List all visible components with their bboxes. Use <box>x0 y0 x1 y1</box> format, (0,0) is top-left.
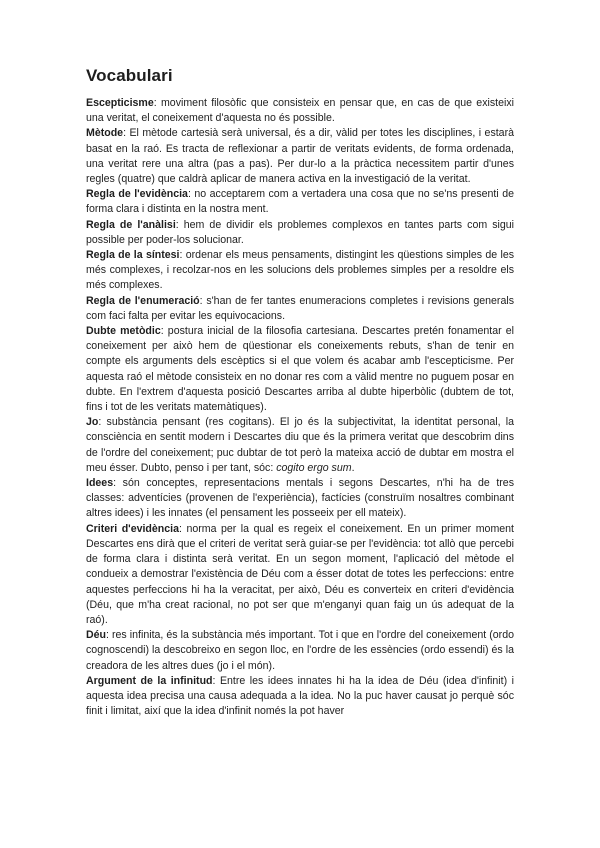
entry-term: Regla de la síntesi <box>86 249 180 262</box>
entry-dubte-metodic <box>86 324 514 415</box>
entry-term: Regla de l'anàlisi <box>86 218 176 231</box>
entry-definition: : no acceptarem com a vertadera una cosa que no se'ns presenti de forma clara i distinta en la nostra ment. <box>86 188 514 216</box>
entry-deu <box>86 628 514 674</box>
entry-metode <box>86 126 514 187</box>
entry-definition: : s'han de fer tantes enumeracions completes i revisions generals com faci falta per evitar les equivocacions. <box>86 294 514 322</box>
entry-term: Idees <box>86 477 114 490</box>
entry-term: Argument de la infinitud <box>86 674 213 687</box>
entry-emphasis: cogito ergo sum <box>276 461 352 474</box>
entry-escepticisme <box>86 96 514 126</box>
entry-term: Mètode <box>86 127 124 140</box>
entry-definition: : moviment filosòfic que consisteix en pensar que, en cas de que existeixi una veritat, el coneixement d'aquesta no és possible. <box>86 97 514 125</box>
entry-definition: : Entre les idees innates hi ha la idea de Déu (idea d'infinit) i aquesta idea precisa una causa adequada a la idea. No la puc haver causat jo perquè sóc finit i limitat, així que la idea d'infinit només la pot haver <box>86 674 514 718</box>
page-title: Vocabulari <box>86 66 173 85</box>
entry-term: Dubte metòdic <box>86 325 161 338</box>
entry-term: Regla de l'evidència <box>86 188 188 201</box>
entry-definition-end: . <box>351 461 355 474</box>
entry-criteri-evidencia <box>86 522 514 628</box>
entry-definition: : substància pensant (res cogitans). El jo és la subjectivitat, la identitat personal, la consciència en sentit modern i Descartes diu que és la primera veritat que descobrim dins de l'ordre del coneixement; puc dubtar de tot però la mateixa acció de dubtar em mostra el meu ésser. Dubto, penso i per tant, sóc: <box>86 416 514 474</box>
entry-definition: : postura inicial de la filosofia cartesiana. Descartes pretén fonamentar el coneixement per això hem de qüestionar els coneixements rebuts, s'han de tenir en compte els arguments dels escèptics si el que volem és acabar amb l'escepticisme. Per aquesta raó el mètode consisteix en no donar res com a vàlid mentre no puguem posar en dubte. En l'extrem d'aquesta posició Descartes arriba al dubte hiperbòlic (dubtem de tot, fins i tot de les veritats matemàtiques). <box>86 325 514 414</box>
entry-term: Jo <box>86 416 99 429</box>
entry-term: Regla de l'enumeració <box>86 294 200 307</box>
entry-definition: : El mètode cartesià serà universal, és a dir, vàlid per totes les disciplines, i estarà basat en la raó. Es tracta de reflexionar a partir de veritats evidents, de forma ordenada, una veritat rere una altra (pas a pas). Per dur-lo a la pràctica necessitem partir d'unes regles (quatre) que caldrà aplicar de manera activa en la investigació de la veritat. <box>86 127 514 186</box>
entry-term: Déu <box>86 629 107 642</box>
entry-definition: : res infinita, és la substància més important. Tot i que en l'ordre del coneixement (ordo cognoscendi) la descobreixo en segon lloc, en l'ordre de les essències (ordo essendi) és la creadora de les altres dues (jo i el món). <box>86 629 514 672</box>
vocabulary-list <box>86 96 514 719</box>
entry-regla-enumeracio <box>86 294 514 324</box>
entry-idees <box>86 476 514 522</box>
entry-argument-infinitud <box>86 674 514 720</box>
entry-regla-evidencia <box>86 187 514 217</box>
entry-definition: : ordenar els meus pensaments, distingint les qüestions simples de les més complexes, i recolzar-nos en les solucions dels problemes simples per a resoldre els més complexes. <box>86 249 515 292</box>
entry-term: Criteri d'evidència <box>86 522 179 535</box>
entry-regla-sintesi <box>86 248 514 294</box>
entry-regla-analisi <box>86 218 514 248</box>
entry-term: Escepticisme <box>86 97 154 109</box>
entry-definition: : són conceptes, representacions mentals i segons Descartes, n'hi ha de tres classes: adventícies (provenen de l'experiència), factícies (construïm nosaltres combinant altres idees) i les innates (el pensament les posseeix per ell mateix). <box>86 477 514 520</box>
entry-definition: : norma per la qual es regeix el coneixement. En un primer moment Descartes ens dirà que el criteri de veritat serà guiar-se per l'evidència: tot allò que percebi de forma clara i distinta serà veritat. En un segon moment, l'aplicació del mètode el condueix a demostrar l'existència de Déu com a ésser dotat de totes les perfeccions: entre aquestes perfeccions hi ha la veracitat, per això, Déu es converteix en criteri d'evidència (Déu, que m'ha creat racional, no pot ser que m'enganyi quan faig un ús adequat de la raó). <box>86 522 514 626</box>
entry-definition: : hem de dividir els problemes complexos en tantes parts com sigui possible per poder-los solucionar. <box>86 218 514 246</box>
entry-jo <box>86 415 514 476</box>
